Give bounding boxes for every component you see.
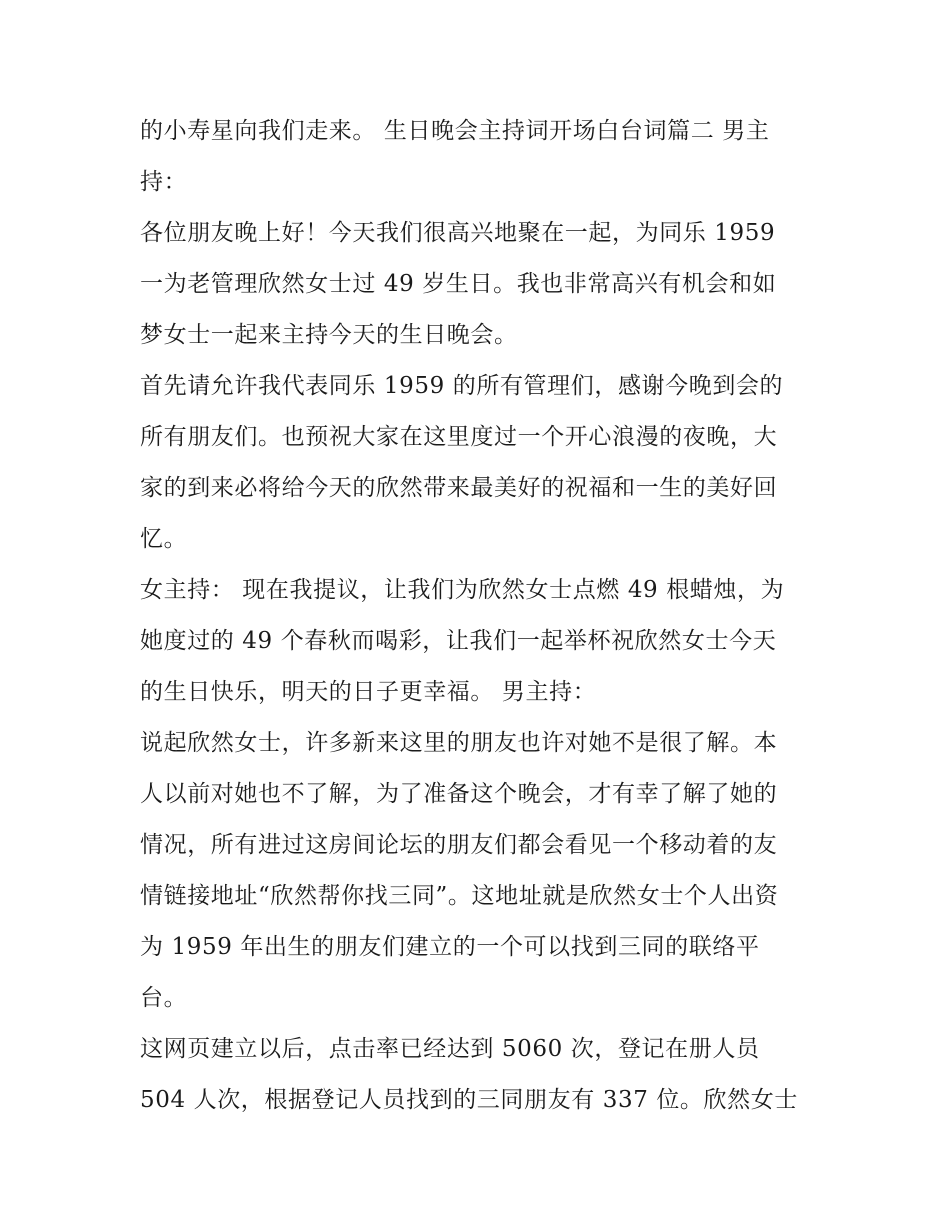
text-line: 说起欣然女士，许多新来这里的朋友也许对她不是很了解。本	[140, 730, 778, 756]
text-line: 她度过的 49 个春秋而喝彩，让我们一起举杯祝欣然女士今天	[140, 628, 777, 654]
text-line: 家的到来必将给今天的欣然带来最美好的祝福和一生的美好回	[140, 475, 778, 501]
text-line: 各位朋友晚上好！今天我们很高兴地聚在一起，为同乐 1959	[140, 220, 776, 246]
text-line: 持：	[140, 169, 188, 195]
text-line: 为 1959 年出生的朋友们建立的一个可以找到三同的联络平	[140, 934, 760, 960]
text-line: 这网页建立以后，点击率已经达到 5060 次，登记在册人员	[140, 1036, 760, 1062]
text-line: 忆。	[140, 526, 188, 552]
text-line: 的生日快乐，明天的日子更幸福。 男主持：	[140, 679, 597, 705]
text-line: 情况，所有进过这房间论坛的朋友们都会看见一个移动着的友	[140, 832, 778, 858]
document-body	[140, 106, 820, 1126]
text-line: 首先请允许我代表同乐 1959 的所有管理们，感谢今晚到会的	[140, 373, 784, 399]
text-line: 台。	[140, 985, 188, 1011]
text-line: 女主持： 现在我提议，让我们为欣然女士点燃 49 根蜡烛，为	[140, 577, 785, 603]
text-line: 所有朋友们。也预祝大家在这里度过一个开心浪漫的夜晚，大	[140, 424, 778, 450]
text-line: 情链接地址“欣然帮你找三同”。这地址就是欣然女士个人出资	[140, 883, 779, 909]
text-line: 梦女士一起来主持今天的生日晚会。	[140, 322, 518, 348]
text-line: 一为老管理欣然女士过 49 岁生日。我也非常高兴有机会和如	[140, 271, 777, 297]
text-line: 504 人次，根据登记人员找到的三同朋友有 337 位。欣然女士	[140, 1087, 798, 1113]
text-line: 人以前对她也不了解，为了准备这个晚会，才有幸了解了她的	[140, 781, 778, 807]
text-line: 的小寿星向我们走来。 生日晚会主持词开场白台词篇二 男主	[140, 118, 770, 144]
